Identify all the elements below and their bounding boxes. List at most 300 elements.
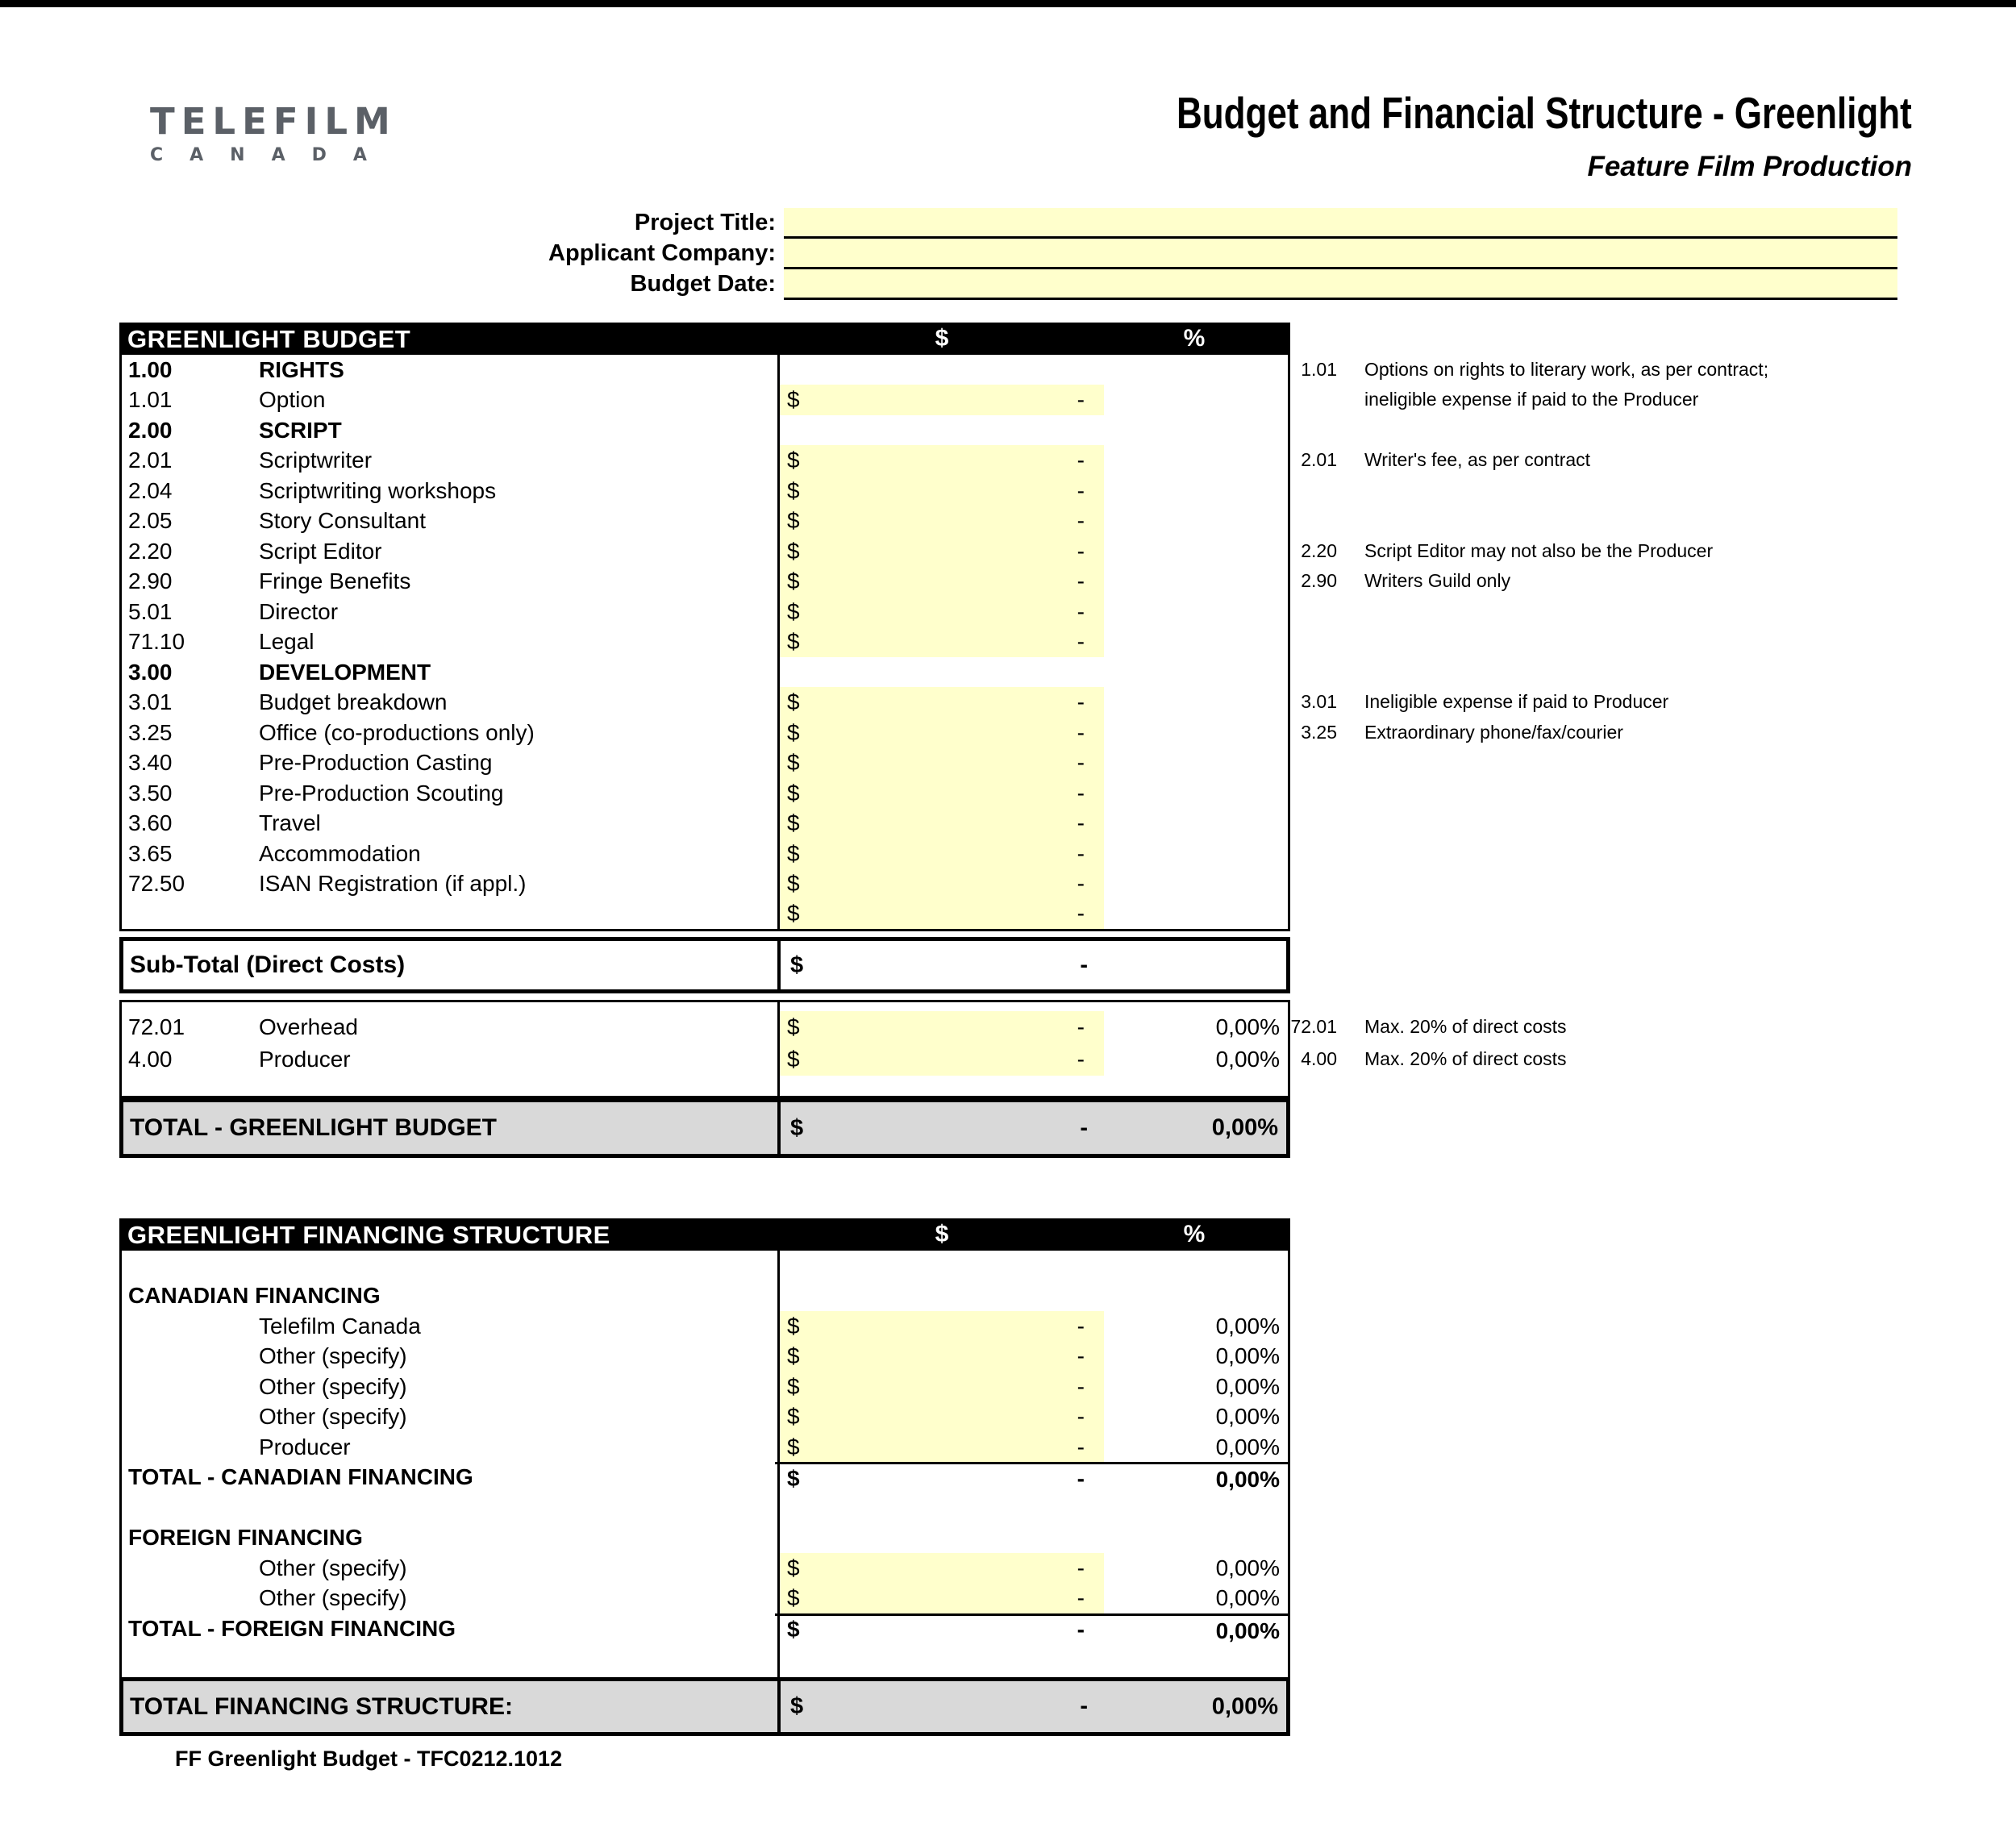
note-text: Writers Guild only bbox=[1364, 570, 1511, 592]
note bbox=[1290, 355, 1768, 385]
amount-value: - bbox=[1077, 750, 1085, 776]
table-row bbox=[122, 1011, 1288, 1043]
currency-symbol: $ bbox=[787, 1434, 800, 1459]
budget-header-title: GREENLIGHT BUDGET bbox=[127, 325, 411, 353]
percent-value: 0,00% bbox=[1215, 1343, 1280, 1369]
amount-cell bbox=[775, 355, 1288, 385]
amount-value: - bbox=[1077, 1465, 1085, 1491]
note-text: ineligible expense if paid to the Producer bbox=[1364, 389, 1699, 410]
row-number bbox=[122, 1432, 259, 1462]
table-row bbox=[122, 476, 1288, 506]
row-number bbox=[122, 1341, 259, 1371]
percent-column-header: % bbox=[1183, 1221, 1206, 1247]
row-number: 3.40 bbox=[128, 750, 173, 776]
form-row bbox=[0, 269, 1897, 300]
amount-cell bbox=[775, 1462, 1288, 1492]
amount-column-header: $ bbox=[935, 325, 949, 352]
amount-cell bbox=[775, 566, 1288, 596]
percent-value: 0,00% bbox=[1215, 1313, 1280, 1339]
amount-cell bbox=[775, 1043, 1288, 1076]
project-title-label: Project Title: bbox=[634, 210, 776, 235]
row-number: 3.25 bbox=[128, 719, 173, 745]
row-number bbox=[122, 1553, 259, 1583]
percent-value: 0,00% bbox=[1215, 1434, 1280, 1459]
note-text: Extraordinary phone/fax/courier bbox=[1364, 721, 1623, 743]
currency-symbol: $ bbox=[787, 448, 800, 473]
amount-cell bbox=[775, 718, 1288, 747]
currency-symbol: $ bbox=[787, 538, 800, 564]
row-number: 1.00 bbox=[128, 357, 173, 382]
amount-value: - bbox=[1077, 689, 1085, 715]
currency-symbol: $ bbox=[787, 1404, 800, 1430]
row-label: SCRIPT bbox=[259, 417, 342, 443]
row-number: 2.00 bbox=[128, 417, 173, 443]
row-number bbox=[122, 898, 259, 928]
table-row bbox=[122, 778, 1288, 808]
row-number: 1.01 bbox=[128, 387, 173, 413]
amount-input[interactable] bbox=[777, 1553, 1104, 1583]
row-label: Producer bbox=[259, 1047, 351, 1072]
note-ref: 2.20 bbox=[1301, 539, 1337, 561]
currency-symbol: $ bbox=[787, 870, 800, 896]
row-label bbox=[259, 1251, 775, 1280]
budget-total-amount-cell bbox=[781, 1102, 1286, 1154]
amount-cell bbox=[775, 898, 1288, 928]
amount-cell bbox=[775, 445, 1288, 475]
amount-value: - bbox=[1077, 1555, 1085, 1580]
row-label: Pre-Production Casting bbox=[259, 750, 493, 776]
amount-cell bbox=[775, 868, 1288, 898]
row-number: 4.00 bbox=[128, 1047, 173, 1072]
currency-symbol: $ bbox=[787, 1373, 800, 1399]
table-row bbox=[122, 687, 1288, 717]
financing-total-row bbox=[119, 1677, 1290, 1736]
amount-cell bbox=[775, 1522, 1288, 1552]
amount-input[interactable] bbox=[777, 839, 1104, 868]
table-row bbox=[122, 1493, 1288, 1522]
row-label: Office (co-productions only) bbox=[259, 719, 535, 745]
amount-input[interactable] bbox=[777, 506, 1104, 535]
amount-value: - bbox=[1077, 810, 1085, 836]
financing-total-percent: 0,00% bbox=[1211, 1693, 1278, 1719]
amount-cell bbox=[775, 778, 1288, 808]
row-number: 3.60 bbox=[128, 810, 173, 836]
note-text: Script Editor may not also be the Producer bbox=[1364, 539, 1714, 561]
row-label bbox=[259, 898, 775, 928]
row-label: Scriptwriting workshops bbox=[259, 477, 497, 503]
percent-column-header: % bbox=[1183, 325, 1206, 352]
currency-symbol: $ bbox=[787, 750, 800, 776]
table-row bbox=[122, 566, 1288, 596]
amount-cell bbox=[775, 1583, 1288, 1613]
subtotal-row bbox=[119, 937, 1290, 993]
note bbox=[1290, 1010, 1567, 1040]
amount-value: - bbox=[1077, 508, 1085, 534]
amount-input[interactable] bbox=[777, 747, 1104, 777]
table-row bbox=[122, 1251, 1288, 1280]
amount-value: - bbox=[1077, 477, 1085, 503]
total-label: TOTAL - FOREIGN FINANCING bbox=[128, 1615, 456, 1641]
amount-value: - bbox=[1077, 840, 1085, 866]
table-row bbox=[122, 1462, 1288, 1492]
note bbox=[1290, 566, 1510, 596]
section-label: CANADIAN FINANCING bbox=[128, 1283, 381, 1309]
amount-cell bbox=[775, 1251, 1288, 1280]
subtotal-label: Sub-Total (Direct Costs) bbox=[123, 941, 781, 989]
amount-value: - bbox=[1077, 1434, 1085, 1459]
row-label: Overhead bbox=[259, 1014, 358, 1039]
row-label: RIGHTS bbox=[259, 357, 344, 382]
amount-value: - bbox=[1077, 538, 1085, 564]
table-row bbox=[122, 1372, 1288, 1401]
amount-input[interactable] bbox=[777, 1401, 1104, 1431]
amount-input[interactable] bbox=[777, 868, 1104, 898]
table-row bbox=[122, 1341, 1288, 1371]
amount-input[interactable] bbox=[777, 445, 1104, 475]
page-subtitle: Feature Film Production bbox=[1587, 150, 1912, 182]
greenlight-budget-table bbox=[119, 323, 1290, 931]
amount-value: - bbox=[1077, 1585, 1085, 1611]
budget-total-amount bbox=[781, 1102, 1107, 1154]
row-number: 2.20 bbox=[128, 538, 173, 564]
amount-value: - bbox=[1077, 598, 1085, 624]
table-row bbox=[122, 1043, 1288, 1076]
row-number bbox=[122, 1401, 259, 1431]
row-label: Producer bbox=[259, 1434, 351, 1459]
row-label: Scriptwriter bbox=[259, 448, 373, 473]
row-number bbox=[122, 1251, 259, 1280]
row-label: Other (specify) bbox=[259, 1373, 407, 1399]
row-label: Pre-Production Scouting bbox=[259, 780, 504, 806]
row-number: 2.01 bbox=[128, 448, 173, 473]
table-row bbox=[122, 1553, 1288, 1583]
amount-cell bbox=[775, 1372, 1288, 1401]
table-row bbox=[122, 1583, 1288, 1613]
percent-value: 0,00% bbox=[1215, 1467, 1280, 1493]
note bbox=[1290, 1043, 1567, 1072]
form-id-footer: FF Greenlight Budget - TFC0212.1012 bbox=[175, 1747, 563, 1771]
note-text: Options on rights to literary work, as per contract; bbox=[1364, 359, 1769, 380]
percent-value: 0,00% bbox=[1215, 1047, 1280, 1072]
currency-symbol: $ bbox=[790, 1114, 804, 1141]
row-number bbox=[122, 1372, 259, 1401]
amount-value: - bbox=[1077, 1617, 1085, 1643]
note-text: Max. 20% of direct costs bbox=[1364, 1016, 1567, 1037]
table-row bbox=[122, 1280, 1288, 1310]
row-number: 3.00 bbox=[128, 659, 173, 685]
amount-cell bbox=[775, 597, 1288, 627]
amount-value: - bbox=[1080, 1693, 1088, 1719]
financing-table-header bbox=[119, 1218, 1290, 1251]
amount-input[interactable] bbox=[777, 1311, 1104, 1341]
row-label: Travel bbox=[259, 810, 321, 836]
note bbox=[1290, 536, 1713, 566]
logo-subtext: CANADA bbox=[150, 145, 394, 165]
row-label: Other (specify) bbox=[259, 1343, 407, 1369]
currency-symbol: $ bbox=[787, 1617, 800, 1643]
amount-value: - bbox=[1077, 1343, 1085, 1369]
amount-value: - bbox=[1077, 1014, 1085, 1039]
percent-value: 0,00% bbox=[1215, 1014, 1280, 1039]
overhead-producer-box bbox=[119, 1000, 1290, 1098]
currency-symbol: $ bbox=[787, 629, 800, 655]
amount-cell bbox=[775, 385, 1288, 414]
row-label: Fringe Benefits bbox=[259, 568, 411, 594]
amount-cell bbox=[775, 506, 1288, 535]
row-label: Script Editor bbox=[259, 538, 382, 564]
amount-cell bbox=[775, 657, 1288, 687]
applicant-company-input[interactable] bbox=[784, 239, 1897, 269]
financing-total-amount bbox=[781, 1681, 1107, 1732]
currency-symbol: $ bbox=[790, 951, 804, 978]
amount-value: - bbox=[1077, 870, 1085, 896]
table-row bbox=[122, 506, 1288, 535]
currency-symbol: $ bbox=[787, 689, 800, 715]
table-row bbox=[122, 747, 1288, 777]
row-number: 2.05 bbox=[128, 508, 173, 534]
amount-cell bbox=[775, 536, 1288, 566]
row-label: Telefilm Canada bbox=[259, 1313, 421, 1339]
currency-symbol: $ bbox=[787, 780, 800, 806]
table-row bbox=[122, 355, 1288, 385]
table-row bbox=[122, 1432, 1288, 1462]
page-title: Budget and Financial Structure - Greenlight bbox=[1177, 88, 1912, 138]
currency-symbol: $ bbox=[787, 1047, 800, 1072]
amount-value: - bbox=[1077, 719, 1085, 745]
row-label: DEVELOPMENT bbox=[259, 659, 431, 685]
table-row bbox=[122, 627, 1288, 656]
amount-cell bbox=[775, 1341, 1288, 1371]
table-row bbox=[122, 868, 1288, 898]
budget-table-header bbox=[119, 323, 1290, 355]
amount-value: - bbox=[1080, 951, 1088, 978]
currency-symbol: $ bbox=[787, 1343, 800, 1369]
project-title-input[interactable] bbox=[784, 208, 1897, 239]
table-row bbox=[122, 385, 1288, 414]
currency-symbol: $ bbox=[787, 598, 800, 624]
row-label: Budget breakdown bbox=[259, 689, 448, 715]
amount-input[interactable] bbox=[777, 898, 1104, 928]
row-label: Other (specify) bbox=[259, 1555, 407, 1580]
amount-input[interactable] bbox=[777, 687, 1104, 717]
amount-column-header: $ bbox=[935, 1221, 949, 1247]
amount-cell bbox=[775, 1613, 1288, 1643]
currency-symbol: $ bbox=[787, 508, 800, 534]
row-number bbox=[122, 1583, 259, 1613]
currency-symbol: $ bbox=[787, 477, 800, 503]
budget-date-input[interactable] bbox=[784, 269, 1897, 300]
table-row bbox=[122, 657, 1288, 687]
table-row bbox=[122, 839, 1288, 868]
table-row bbox=[122, 898, 1288, 928]
currency-symbol: $ bbox=[787, 1014, 800, 1039]
row-number: 5.01 bbox=[128, 598, 173, 624]
percent-value: 0,00% bbox=[1215, 1373, 1280, 1399]
note bbox=[1290, 718, 1623, 747]
table-row bbox=[122, 1401, 1288, 1431]
currency-symbol: $ bbox=[787, 568, 800, 594]
row-label: Option bbox=[259, 387, 326, 413]
form-row bbox=[0, 208, 1897, 239]
amount-input[interactable] bbox=[777, 718, 1104, 747]
amount-input[interactable] bbox=[777, 808, 1104, 838]
amount-input[interactable] bbox=[777, 385, 1104, 414]
row-label: Other (specify) bbox=[259, 1404, 407, 1430]
financing-structure-table bbox=[119, 1218, 1290, 1680]
financing-header-title: GREENLIGHT FINANCING STRUCTURE bbox=[127, 1221, 610, 1249]
amount-cell bbox=[775, 1553, 1288, 1583]
note bbox=[1290, 687, 1668, 717]
applicant-company-label: Applicant Company: bbox=[548, 240, 776, 266]
amount-cell bbox=[775, 1401, 1288, 1431]
row-number: 3.01 bbox=[128, 689, 173, 715]
subtotal-amount bbox=[781, 941, 1107, 989]
note-ref: 3.25 bbox=[1301, 721, 1337, 743]
note-ref bbox=[1290, 385, 1337, 414]
row-number: 3.65 bbox=[128, 840, 173, 866]
note-text: Ineligible expense if paid to Producer bbox=[1364, 691, 1669, 713]
amount-cell bbox=[775, 1280, 1288, 1310]
amount-value: - bbox=[1077, 1313, 1085, 1339]
amount-input[interactable] bbox=[777, 536, 1104, 566]
amount-value: - bbox=[1077, 780, 1085, 806]
note bbox=[1290, 445, 1590, 475]
amount-cell bbox=[775, 747, 1288, 777]
row-label: ISAN Registration (if appl.) bbox=[259, 870, 527, 896]
note-ref: 3.01 bbox=[1301, 691, 1337, 713]
amount-input[interactable] bbox=[777, 566, 1104, 596]
amount-input[interactable] bbox=[777, 1043, 1104, 1076]
row-label: Other (specify) bbox=[259, 1585, 407, 1611]
amount-input[interactable] bbox=[777, 1432, 1104, 1462]
currency-symbol: $ bbox=[787, 1465, 800, 1491]
percent-value: 0,00% bbox=[1215, 1618, 1280, 1643]
note-ref: 72.01 bbox=[1290, 1016, 1337, 1037]
currency-symbol: $ bbox=[787, 840, 800, 866]
section-label: FOREIGN FINANCING bbox=[128, 1525, 363, 1551]
amount-value: - bbox=[1077, 448, 1085, 473]
table-row bbox=[122, 718, 1288, 747]
table-row bbox=[122, 536, 1288, 566]
amount-value: - bbox=[1077, 568, 1085, 594]
amount-cell bbox=[775, 1493, 1288, 1522]
amount-input[interactable] bbox=[777, 1341, 1104, 1371]
row-number: 72.50 bbox=[128, 870, 185, 896]
amount-input[interactable] bbox=[777, 778, 1104, 808]
amount-value: - bbox=[1077, 387, 1085, 413]
row-label: Accommodation bbox=[259, 840, 421, 866]
financing-rows bbox=[119, 1251, 1290, 1680]
note-ref: 1.01 bbox=[1301, 359, 1337, 380]
amount-value: - bbox=[1080, 1114, 1088, 1141]
amount-cell bbox=[775, 415, 1288, 445]
amount-cell bbox=[775, 1311, 1288, 1341]
table-row bbox=[122, 445, 1288, 475]
row-label: Legal bbox=[259, 629, 314, 655]
currency-symbol: $ bbox=[790, 1693, 804, 1719]
amount-cell bbox=[775, 1432, 1288, 1462]
row-number: 3.50 bbox=[128, 780, 173, 806]
amount-input[interactable] bbox=[777, 1372, 1104, 1401]
row-number: 2.90 bbox=[128, 568, 173, 594]
amount-cell bbox=[775, 1011, 1288, 1043]
note bbox=[1290, 385, 1698, 414]
currency-symbol: $ bbox=[787, 1313, 800, 1339]
table-row bbox=[122, 597, 1288, 627]
row-label bbox=[259, 1493, 775, 1522]
percent-value: 0,00% bbox=[1215, 1585, 1280, 1611]
amount-cell bbox=[775, 627, 1288, 656]
note-text: Max. 20% of direct costs bbox=[1364, 1048, 1567, 1069]
total-label: TOTAL - CANADIAN FINANCING bbox=[128, 1464, 473, 1490]
table-row bbox=[122, 1522, 1288, 1552]
amount-input[interactable] bbox=[777, 1011, 1104, 1043]
note-ref: 2.90 bbox=[1301, 570, 1337, 592]
amount-value: - bbox=[1077, 1047, 1085, 1072]
currency-symbol: $ bbox=[787, 1555, 800, 1580]
currency-symbol: $ bbox=[787, 719, 800, 745]
subtotal-amount-cell bbox=[781, 941, 1286, 989]
row-number: 72.01 bbox=[128, 1014, 185, 1039]
currency-symbol: $ bbox=[787, 901, 800, 926]
amount-cell bbox=[775, 839, 1288, 868]
financing-total-label: TOTAL FINANCING STRUCTURE: bbox=[123, 1681, 781, 1732]
table-row bbox=[122, 415, 1288, 445]
percent-value: 0,00% bbox=[1215, 1555, 1280, 1580]
form-row bbox=[0, 239, 1897, 269]
amount-value: - bbox=[1077, 629, 1085, 655]
row-label: Director bbox=[259, 598, 339, 624]
project-info-form bbox=[0, 208, 1897, 300]
budget-total-percent: 0,00% bbox=[1211, 1114, 1278, 1141]
row-label: Story Consultant bbox=[259, 508, 426, 534]
table-row bbox=[122, 808, 1288, 838]
telefilm-logo bbox=[150, 100, 397, 165]
amount-cell bbox=[775, 476, 1288, 506]
budget-date-label: Budget Date: bbox=[630, 271, 776, 297]
row-number bbox=[122, 1311, 259, 1341]
amount-input[interactable] bbox=[777, 627, 1104, 656]
title-block bbox=[993, 89, 1912, 181]
total-amount bbox=[777, 1464, 1104, 1492]
note-ref: 2.01 bbox=[1301, 449, 1337, 471]
budget-total-row bbox=[119, 1098, 1290, 1158]
amount-value: - bbox=[1077, 1404, 1085, 1430]
note-text: Writer's fee, as per contract bbox=[1364, 449, 1591, 471]
note-ref: 4.00 bbox=[1301, 1048, 1337, 1069]
amount-input[interactable] bbox=[777, 476, 1104, 506]
table-row bbox=[122, 1311, 1288, 1341]
amount-value: - bbox=[1077, 901, 1085, 926]
currency-symbol: $ bbox=[787, 810, 800, 836]
logo-wordmark: TELEFILM bbox=[150, 100, 397, 143]
total-amount bbox=[777, 1616, 1104, 1643]
budget-total-label: TOTAL - GREENLIGHT BUDGET bbox=[123, 1102, 781, 1154]
table-row bbox=[122, 1613, 1288, 1643]
currency-symbol: $ bbox=[787, 1585, 800, 1611]
percent-value: 0,00% bbox=[1215, 1404, 1280, 1430]
financing-total-amount-cell bbox=[781, 1681, 1286, 1732]
amount-input[interactable] bbox=[777, 597, 1104, 627]
budget-rows bbox=[119, 355, 1290, 931]
page-top-border bbox=[0, 0, 2016, 7]
amount-input[interactable] bbox=[777, 1583, 1104, 1613]
row-number bbox=[122, 1493, 259, 1522]
row-number: 2.04 bbox=[128, 477, 173, 503]
currency-symbol: $ bbox=[787, 387, 800, 413]
amount-cell bbox=[775, 687, 1288, 717]
row-number: 71.10 bbox=[128, 629, 185, 655]
